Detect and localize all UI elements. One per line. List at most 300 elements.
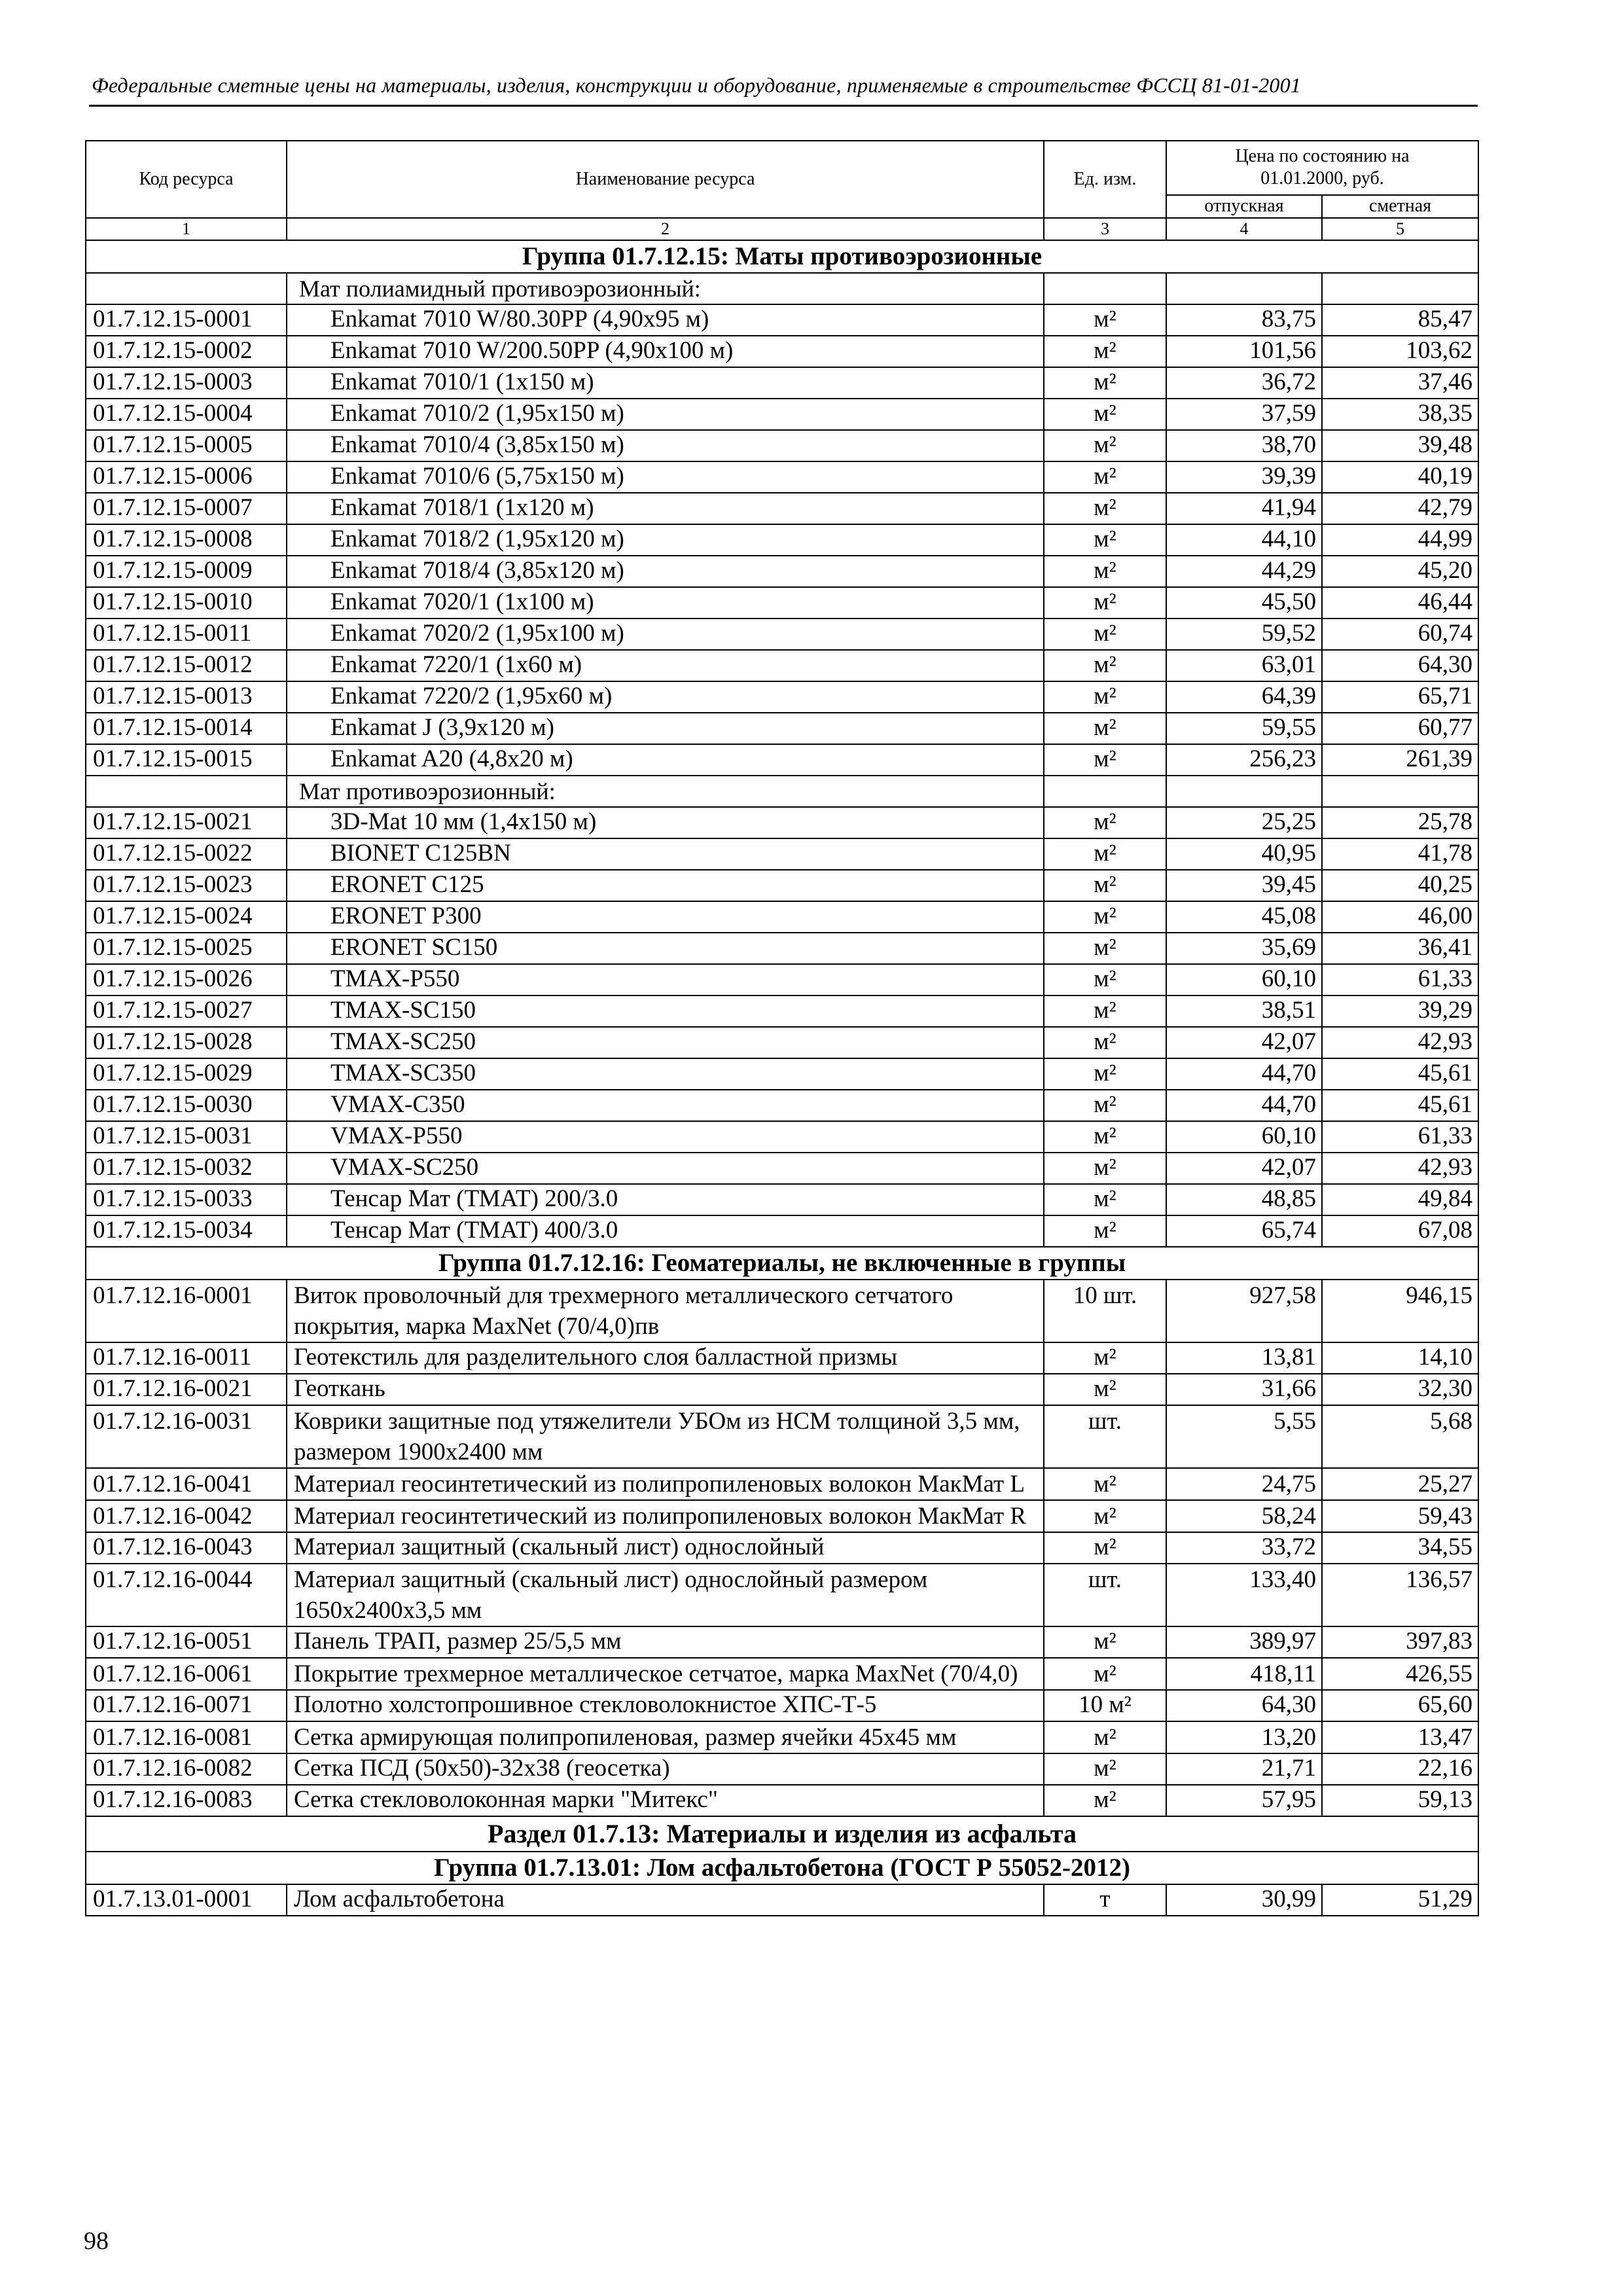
release-price: 37,59 — [1166, 399, 1322, 430]
unit-of-measure: м² — [1044, 556, 1166, 587]
unit-of-measure: м² — [1044, 1532, 1166, 1564]
resource-code: 01.7.12.15-0023 — [86, 870, 287, 901]
table-row — [86, 430, 1478, 461]
release-price: 24,75 — [1166, 1468, 1322, 1500]
estimate-price: 45,20 — [1322, 556, 1478, 587]
table-row — [86, 807, 1478, 838]
release-price: 45,08 — [1166, 901, 1322, 933]
estimate-price: 46,44 — [1322, 587, 1478, 619]
resource-name: Enkamat 7020/2 (1,95x100 м) — [287, 619, 1044, 650]
release-price: 41,94 — [1166, 493, 1322, 524]
table-row — [86, 1626, 1478, 1658]
estimate-price: 61,33 — [1322, 1121, 1478, 1153]
resource-code: 01.7.12.15-0030 — [86, 1090, 287, 1121]
resource-code: 01.7.12.16-0061 — [86, 1658, 287, 1690]
resource-name: Геотекстиль для разделительного слоя балластной призмы — [287, 1342, 1044, 1374]
estimate-price: 49,84 — [1322, 1184, 1478, 1215]
release-price: 42,07 — [1166, 1153, 1322, 1184]
estimate-price: 103,62 — [1322, 336, 1478, 367]
estimate-price: 37,46 — [1322, 367, 1478, 399]
resource-code: 01.7.12.15-0014 — [86, 713, 287, 744]
table-row — [86, 964, 1478, 996]
resource-name: Тенсар Мат (ТМАТ) 200/3.0 — [287, 1184, 1044, 1215]
release-price: 39,39 — [1166, 461, 1322, 493]
resource-name: Enkamat 7010 W/200.50PP (4,90x100 м) — [287, 336, 1044, 367]
empty-cell — [1166, 776, 1322, 807]
release-price: 59,55 — [1166, 713, 1322, 744]
release-price: 64,30 — [1166, 1690, 1322, 1721]
table-row — [86, 1532, 1478, 1564]
resource-code: 01.7.12.15-0015 — [86, 744, 287, 776]
release-price: 48,85 — [1166, 1184, 1322, 1215]
estimate-price: 426,55 — [1322, 1658, 1478, 1690]
table-row — [86, 619, 1478, 650]
table-row — [86, 1690, 1478, 1721]
release-price: 38,51 — [1166, 996, 1322, 1027]
unit-of-measure: м² — [1044, 1184, 1166, 1215]
table-row — [86, 1405, 1478, 1468]
release-price: 30,99 — [1166, 1884, 1322, 1916]
column-number: 4 — [1166, 218, 1322, 240]
resource-code: 01.7.12.16-0083 — [86, 1785, 287, 1816]
estimate-price: 42,93 — [1322, 1153, 1478, 1184]
estimate-price: 59,13 — [1322, 1785, 1478, 1816]
unit-of-measure: м² — [1044, 1121, 1166, 1153]
resource-name: Enkamat 7010/6 (5,75x150 м) — [287, 461, 1044, 493]
resource-code: 01.7.13.01-0001 — [86, 1884, 287, 1916]
table-row — [86, 524, 1478, 556]
resource-name: Enkamat 7010/1 (1x150 м) — [287, 367, 1044, 399]
unit-of-measure: м² — [1044, 1658, 1166, 1690]
table-row — [86, 713, 1478, 744]
resource-name: ERONET SC150 — [287, 933, 1044, 964]
unit-of-measure: м² — [1044, 1753, 1166, 1785]
resource-code: 01.7.12.16-0031 — [86, 1405, 287, 1468]
release-price: 44,10 — [1166, 524, 1322, 556]
table-row — [86, 933, 1478, 964]
unit-of-measure: м² — [1044, 304, 1166, 336]
table-row — [86, 681, 1478, 713]
estimate-price: 13,47 — [1322, 1721, 1478, 1753]
unit-of-measure: м² — [1044, 461, 1166, 493]
release-price: 59,52 — [1166, 619, 1322, 650]
release-price: 39,45 — [1166, 870, 1322, 901]
empty-cell — [1166, 273, 1322, 304]
section-heading: Раздел 01.7.13: Материалы и изделия из асфальта — [86, 1816, 1478, 1852]
table-row — [86, 650, 1478, 681]
release-price: 83,75 — [1166, 304, 1322, 336]
resource-name: Тенсар Мат (ТМАТ) 400/3.0 — [287, 1215, 1044, 1247]
resource-name: VMAX-P550 — [287, 1121, 1044, 1153]
resource-name: Лом асфальтобетона — [287, 1884, 1044, 1916]
table-row — [86, 461, 1478, 493]
release-price: 13,81 — [1166, 1342, 1322, 1374]
col-header-price-release: отпускная — [1166, 195, 1322, 218]
estimate-price: 946,15 — [1322, 1280, 1478, 1342]
table-row — [86, 336, 1478, 367]
subgroup-row — [86, 776, 1478, 807]
column-number-row — [86, 218, 1478, 240]
release-price: 38,70 — [1166, 430, 1322, 461]
resource-code: 01.7.12.16-0071 — [86, 1690, 287, 1721]
release-price: 25,25 — [1166, 807, 1322, 838]
resource-name: Материал геосинтетический из полипропиленовых волокон МакМат R — [287, 1500, 1044, 1532]
resource-code: 01.7.12.16-0041 — [86, 1468, 287, 1500]
release-price: 65,74 — [1166, 1215, 1322, 1247]
table-row — [86, 1027, 1478, 1058]
unit-of-measure: м² — [1044, 1058, 1166, 1090]
section-heading-row — [86, 1816, 1478, 1852]
release-price: 5,55 — [1166, 1405, 1322, 1468]
subgroup-label: Мат противоэрозионный: — [287, 776, 1044, 807]
table-row — [86, 1658, 1478, 1690]
resource-code: 01.7.12.15-0026 — [86, 964, 287, 996]
resource-name: Сетка ПСД (50x50)-32x38 (геосетка) — [287, 1753, 1044, 1785]
resource-code: 01.7.12.15-0009 — [86, 556, 287, 587]
release-price: 58,24 — [1166, 1500, 1322, 1532]
header-rule — [89, 105, 1478, 107]
estimate-price: 5,68 — [1322, 1405, 1478, 1468]
estimate-price: 65,60 — [1322, 1690, 1478, 1721]
estimate-price: 85,47 — [1322, 304, 1478, 336]
unit-of-measure: м² — [1044, 713, 1166, 744]
resource-name: Enkamat A20 (4,8x20 м) — [287, 744, 1044, 776]
unit-of-measure: м² — [1044, 996, 1166, 1027]
unit-of-measure: м² — [1044, 430, 1166, 461]
resource-code: 01.7.12.15-0002 — [86, 336, 287, 367]
table-row — [86, 1753, 1478, 1785]
resource-name: Enkamat 7020/1 (1x100 м) — [287, 587, 1044, 619]
resource-name: Сетка армирующая полипропиленовая, размер ячейки 45x45 мм — [287, 1721, 1044, 1753]
resource-code: 01.7.12.15-0004 — [86, 399, 287, 430]
release-price: 35,69 — [1166, 933, 1322, 964]
unit-of-measure: м² — [1044, 1342, 1166, 1374]
table-row — [86, 1280, 1478, 1342]
col-header-code: Код ресурса — [86, 141, 287, 218]
resource-code: 01.7.12.16-0081 — [86, 1721, 287, 1753]
unit-of-measure: м² — [1044, 1785, 1166, 1816]
group-heading-row — [86, 1852, 1478, 1884]
unit-of-measure: м² — [1044, 367, 1166, 399]
unit-of-measure: м² — [1044, 933, 1166, 964]
table-row — [86, 1090, 1478, 1121]
unit-of-measure: м² — [1044, 1215, 1166, 1247]
release-price: 45,50 — [1166, 587, 1322, 619]
estimate-price: 59,43 — [1322, 1500, 1478, 1532]
table-row — [86, 744, 1478, 776]
subgroup-row — [86, 273, 1478, 304]
unit-of-measure: м² — [1044, 587, 1166, 619]
resource-code: 01.7.12.16-0001 — [86, 1280, 287, 1342]
unit-of-measure: м² — [1044, 493, 1166, 524]
resource-code: 01.7.12.15-0028 — [86, 1027, 287, 1058]
estimate-price: 14,10 — [1322, 1342, 1478, 1374]
col-header-unit: Ед. изм. — [1044, 141, 1166, 218]
table-row — [86, 1184, 1478, 1215]
price-table — [85, 140, 1479, 1916]
unit-of-measure: 10 шт. — [1044, 1280, 1166, 1342]
unit-of-measure: м² — [1044, 399, 1166, 430]
table-row — [86, 304, 1478, 336]
resource-name: TMAX-SC350 — [287, 1058, 1044, 1090]
resource-name: Enkamat 7018/1 (1x120 м) — [287, 493, 1044, 524]
unit-of-measure: м² — [1044, 336, 1166, 367]
resource-name: BIONET C125BN — [287, 838, 1044, 870]
resource-name: Панель ТРАП, размер 25/5,5 мм — [287, 1626, 1044, 1658]
table-row — [86, 1058, 1478, 1090]
estimate-price: 32,30 — [1322, 1374, 1478, 1405]
resource-name: TMAX-SC250 — [287, 1027, 1044, 1058]
estimate-price: 51,29 — [1322, 1884, 1478, 1916]
unit-of-measure: м² — [1044, 1090, 1166, 1121]
resource-code: 01.7.12.15-0033 — [86, 1184, 287, 1215]
resource-name: Геоткань — [287, 1374, 1044, 1405]
unit-of-measure: м² — [1044, 619, 1166, 650]
release-price: 21,71 — [1166, 1753, 1322, 1785]
col-header-price: Цена по состоянию на 01.01.2000, руб. — [1166, 141, 1478, 195]
subgroup-label: Мат полиамидный противоэрозионный: — [287, 273, 1044, 304]
unit-of-measure: м² — [1044, 1468, 1166, 1500]
table-row — [86, 587, 1478, 619]
resource-code: 01.7.12.15-0003 — [86, 367, 287, 399]
resource-code: 01.7.12.15-0013 — [86, 681, 287, 713]
unit-of-measure: м² — [1044, 744, 1166, 776]
release-price: 33,72 — [1166, 1532, 1322, 1564]
release-price: 133,40 — [1166, 1564, 1322, 1626]
empty-cell — [1322, 776, 1478, 807]
table-row — [86, 1721, 1478, 1753]
table-row — [86, 399, 1478, 430]
estimate-price: 44,99 — [1322, 524, 1478, 556]
resource-code: 01.7.12.15-0011 — [86, 619, 287, 650]
resource-code: 01.7.12.15-0008 — [86, 524, 287, 556]
release-price: 36,72 — [1166, 367, 1322, 399]
release-price: 57,95 — [1166, 1785, 1322, 1816]
table-row — [86, 901, 1478, 933]
resource-code: 01.7.12.15-0025 — [86, 933, 287, 964]
estimate-price: 39,48 — [1322, 430, 1478, 461]
table-row — [86, 1121, 1478, 1153]
resource-name: Виток проволочный для трехмерного металлического сетчатого покрытия, марка MaxNet (70/4,0)пв — [287, 1280, 1044, 1342]
resource-code: 01.7.12.16-0021 — [86, 1374, 287, 1405]
resource-name: Полотно холстопрошивное стекловолокнистое ХПС-Т-5 — [287, 1690, 1044, 1721]
estimate-price: 42,79 — [1322, 493, 1478, 524]
column-number: 5 — [1322, 218, 1478, 240]
table-row — [86, 1564, 1478, 1626]
resource-name: Enkamat 7010 W/80.30PP (4,90x95 м) — [287, 304, 1044, 336]
table-row — [86, 1468, 1478, 1500]
unit-of-measure: м² — [1044, 1500, 1166, 1532]
running-header: Федеральные сметные цены на материалы, изделия, конструкции и оборудование, применяемые в строительстве ФССЦ 81-01-2001 — [92, 73, 1302, 97]
table-row — [86, 493, 1478, 524]
table-row — [86, 1342, 1478, 1374]
empty-cell — [1044, 273, 1166, 304]
resource-code: 01.7.12.15-0024 — [86, 901, 287, 933]
estimate-price: 65,71 — [1322, 681, 1478, 713]
estimate-price: 41,78 — [1322, 838, 1478, 870]
resource-name: ERONET P300 — [287, 901, 1044, 933]
unit-of-measure: м² — [1044, 1626, 1166, 1658]
release-price: 13,20 — [1166, 1721, 1322, 1753]
group-heading: Группа 01.7.12.16: Геоматериалы, не включенные в группы — [86, 1247, 1478, 1280]
unit-of-measure: шт. — [1044, 1405, 1166, 1468]
unit-of-measure: м² — [1044, 964, 1166, 996]
release-price: 44,70 — [1166, 1090, 1322, 1121]
estimate-price: 45,61 — [1322, 1058, 1478, 1090]
table-row — [86, 367, 1478, 399]
unit-of-measure: м² — [1044, 1721, 1166, 1753]
resource-name: Материал геосинтетический из полипропиленовых волокон МакМат L — [287, 1468, 1044, 1500]
empty-code-cell — [86, 776, 287, 807]
estimate-price: 136,57 — [1322, 1564, 1478, 1626]
estimate-price: 60,77 — [1322, 713, 1478, 744]
estimate-price: 261,39 — [1322, 744, 1478, 776]
resource-name: TMAX-SC150 — [287, 996, 1044, 1027]
resource-name: Enkamat 7220/1 (1x60 м) — [287, 650, 1044, 681]
group-heading-row — [86, 1247, 1478, 1280]
release-price: 44,70 — [1166, 1058, 1322, 1090]
estimate-price: 45,61 — [1322, 1090, 1478, 1121]
resource-name: Материал защитный (скальный лист) однослойный — [287, 1532, 1044, 1564]
resource-code: 01.7.12.15-0029 — [86, 1058, 287, 1090]
group-heading: Группа 01.7.13.01: Лом асфальтобетона (ГОСТ Р 55052-2012) — [86, 1852, 1478, 1884]
estimate-price: 46,00 — [1322, 901, 1478, 933]
release-price: 64,39 — [1166, 681, 1322, 713]
estimate-price: 25,27 — [1322, 1468, 1478, 1500]
resource-name: Сетка стекловолоконная марки "Митекс" — [287, 1785, 1044, 1816]
column-number: 1 — [86, 218, 287, 240]
resource-code: 01.7.12.15-0034 — [86, 1215, 287, 1247]
col-header-price-estimate: сметная — [1322, 195, 1478, 218]
resource-name: Enkamat J (3,9x120 м) — [287, 713, 1044, 744]
unit-of-measure: м² — [1044, 681, 1166, 713]
release-price: 60,10 — [1166, 964, 1322, 996]
unit-of-measure: м² — [1044, 870, 1166, 901]
resource-code: 01.7.12.15-0006 — [86, 461, 287, 493]
table-row — [86, 996, 1478, 1027]
unit-of-measure: 10 м² — [1044, 1690, 1166, 1721]
estimate-price: 38,35 — [1322, 399, 1478, 430]
page-number: 98 — [84, 2227, 109, 2255]
resource-code: 01.7.12.15-0031 — [86, 1121, 287, 1153]
estimate-price: 64,30 — [1322, 650, 1478, 681]
estimate-price: 67,08 — [1322, 1215, 1478, 1247]
resource-code: 01.7.12.15-0010 — [86, 587, 287, 619]
resource-name: Материал защитный (скальный лист) однослойный размером 1650x2400x3,5 мм — [287, 1564, 1044, 1626]
estimate-price: 39,29 — [1322, 996, 1478, 1027]
release-price: 256,23 — [1166, 744, 1322, 776]
unit-of-measure: шт. — [1044, 1564, 1166, 1626]
unit-of-measure: м² — [1044, 1027, 1166, 1058]
estimate-price: 25,78 — [1322, 807, 1478, 838]
table-row — [86, 870, 1478, 901]
release-price: 40,95 — [1166, 838, 1322, 870]
resource-code: 01.7.12.15-0001 — [86, 304, 287, 336]
table-row — [86, 838, 1478, 870]
release-price: 927,58 — [1166, 1280, 1322, 1342]
unit-of-measure: м² — [1044, 1153, 1166, 1184]
unit-of-measure: м² — [1044, 807, 1166, 838]
resource-name: VMAX-C350 — [287, 1090, 1044, 1121]
resource-code: 01.7.12.15-0027 — [86, 996, 287, 1027]
resource-name: Enkamat 7018/2 (1,95x120 м) — [287, 524, 1044, 556]
group-heading: Группа 01.7.12.15: Маты противоэрозионные — [86, 240, 1478, 273]
release-price: 42,07 — [1166, 1027, 1322, 1058]
release-price: 44,29 — [1166, 556, 1322, 587]
estimate-price: 61,33 — [1322, 964, 1478, 996]
resource-name: 3D-Mat 10 мм (1,4x150 м) — [287, 807, 1044, 838]
column-number: 3 — [1044, 218, 1166, 240]
table-body — [86, 240, 1478, 1916]
table-row — [86, 1153, 1478, 1184]
resource-code: 01.7.12.15-0005 — [86, 430, 287, 461]
estimate-price: 40,19 — [1322, 461, 1478, 493]
unit-of-measure: м² — [1044, 838, 1166, 870]
resource-code: 01.7.12.15-0022 — [86, 838, 287, 870]
release-price: 31,66 — [1166, 1374, 1322, 1405]
table-row — [86, 1215, 1478, 1247]
unit-of-measure: т — [1044, 1884, 1166, 1916]
estimate-price: 60,74 — [1322, 619, 1478, 650]
resource-name: Enkamat 7220/2 (1,95x60 м) — [287, 681, 1044, 713]
resource-name: Enkamat 7010/2 (1,95x150 м) — [287, 399, 1044, 430]
resource-code: 01.7.12.15-0012 — [86, 650, 287, 681]
table-row — [86, 1884, 1478, 1916]
table-row — [86, 1785, 1478, 1816]
table-row — [86, 1374, 1478, 1405]
estimate-price: 40,25 — [1322, 870, 1478, 901]
resource-name: Enkamat 7010/4 (3,85x150 м) — [287, 430, 1044, 461]
estimate-price: 22,16 — [1322, 1753, 1478, 1785]
empty-code-cell — [86, 273, 287, 304]
estimate-price: 36,41 — [1322, 933, 1478, 964]
table-row — [86, 1500, 1478, 1532]
empty-cell — [1044, 776, 1166, 807]
resource-code: 01.7.12.16-0043 — [86, 1532, 287, 1564]
resource-name: Enkamat 7018/4 (3,85x120 м) — [287, 556, 1044, 587]
release-price: 389,97 — [1166, 1626, 1322, 1658]
table-row — [86, 556, 1478, 587]
resource-code: 01.7.12.16-0044 — [86, 1564, 287, 1626]
resource-code: 01.7.12.15-0021 — [86, 807, 287, 838]
resource-code: 01.7.12.15-0032 — [86, 1153, 287, 1184]
table-header — [86, 141, 1478, 240]
estimate-price: 42,93 — [1322, 1027, 1478, 1058]
resource-name: Покрытие трехмерное металлическое сетчатое, марка MaxNet (70/4,0) — [287, 1658, 1044, 1690]
unit-of-measure: м² — [1044, 650, 1166, 681]
resource-code: 01.7.12.16-0051 — [86, 1626, 287, 1658]
estimate-price: 397,83 — [1322, 1626, 1478, 1658]
release-price: 101,56 — [1166, 336, 1322, 367]
unit-of-measure: м² — [1044, 524, 1166, 556]
column-number: 2 — [287, 218, 1044, 240]
resource-name: TMAX-P550 — [287, 964, 1044, 996]
resource-name: ERONET C125 — [287, 870, 1044, 901]
release-price: 418,11 — [1166, 1658, 1322, 1690]
release-price: 63,01 — [1166, 650, 1322, 681]
group-heading-row — [86, 240, 1478, 273]
release-price: 60,10 — [1166, 1121, 1322, 1153]
resource-code: 01.7.12.16-0042 — [86, 1500, 287, 1532]
col-header-name: Наименование ресурса — [287, 141, 1044, 218]
resource-name: VMAX-SC250 — [287, 1153, 1044, 1184]
resource-code: 01.7.12.16-0011 — [86, 1342, 287, 1374]
estimate-price: 34,55 — [1322, 1532, 1478, 1564]
resource-code: 01.7.12.15-0007 — [86, 493, 287, 524]
resource-name: Коврики защитные под утяжелители УБОм из НСМ толщиной 3,5 мм, размером 1900x2400 мм — [287, 1405, 1044, 1468]
empty-cell — [1322, 273, 1478, 304]
resource-code: 01.7.12.16-0082 — [86, 1753, 287, 1785]
